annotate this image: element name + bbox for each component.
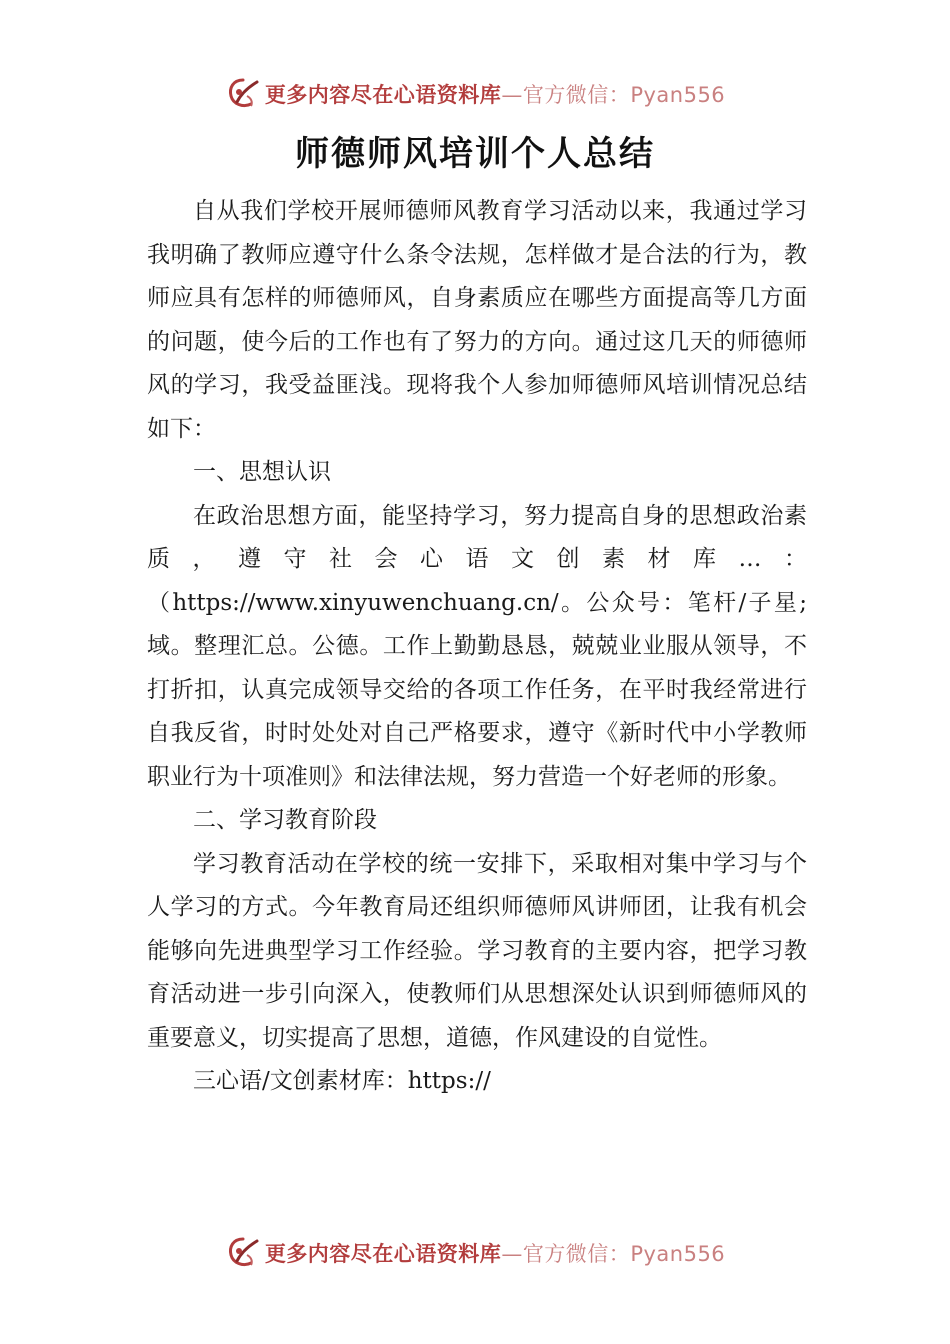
header-banner	[0, 74, 950, 114]
paragraph-section-2: 学习教育活动在学校的统一安排下，采取相对集中学习与个人学习的方式。今年教育局还组织师德师风讲师团，让我有机会能够向先进典型学习工作经验。学习教育的主要内容，把学习教育活动进一步引向深入，使教师们从思想深处认识到师德师风的重要意义，切实提高了思想，道德，作风建设的自觉性。	[147, 850, 807, 1051]
quill-swirl-icon	[225, 76, 261, 112]
document-body	[147, 190, 807, 1104]
footer-banner	[0, 1233, 950, 1273]
banner-main-text: 更多内容尽在心语资料库	[264, 1242, 502, 1266]
banner-wechat-label: 官方微信：	[522, 1242, 631, 1266]
paragraph-section-1: 在政治思想方面，能坚持学习，努力提高自身的思想政治素质，遵守社会心语文创素材库…：（https://www.xinyuwenchuang.cn/。公众号：笔杆/子星;域。整理汇总。公德。工作上勤勤恳恳，兢兢业业服从领导，不打折扣，认真完成领导交给的各项工作任务，在平时我经常进行自我反省，时时处处对自己严格要求，遵守《新时代中小学教师职业行为十项准则》和法律法规，努力营造一个好老师的形象。	[147, 502, 807, 790]
document-title: 师德师风培训个人总结	[295, 134, 655, 174]
heading-section-1: 一、思想认识	[193, 459, 331, 485]
banner-wechat-id: Pyan556	[630, 83, 726, 107]
banner-dash: —	[501, 83, 523, 107]
banner-wechat-label: 官方微信：	[522, 83, 631, 107]
quill-swirl-icon	[225, 1235, 261, 1271]
paragraph-section-3-start: 三心语/文创素材库：https://	[193, 1068, 491, 1094]
banner-main-text: 更多内容尽在心语资料库	[264, 83, 502, 107]
banner-wechat-id: Pyan556	[630, 1242, 726, 1266]
heading-section-2: 二、学习教育阶段	[193, 807, 377, 833]
paragraph-intro: 自从我们学校开展师德师风教育学习活动以来，我通过学习我明确了教师应遵守什么条令法规，怎样做才是合法的行为，教师应具有怎样的师德师风，自身素质应在哪些方面提高等几方面的问题，使今后的工作也有了努力的方向。通过这几天的师德师风的学习，我受益匪浅。现将我个人参加师德师风培训情况总结如下：	[147, 198, 807, 442]
banner-dash: —	[501, 1242, 523, 1266]
